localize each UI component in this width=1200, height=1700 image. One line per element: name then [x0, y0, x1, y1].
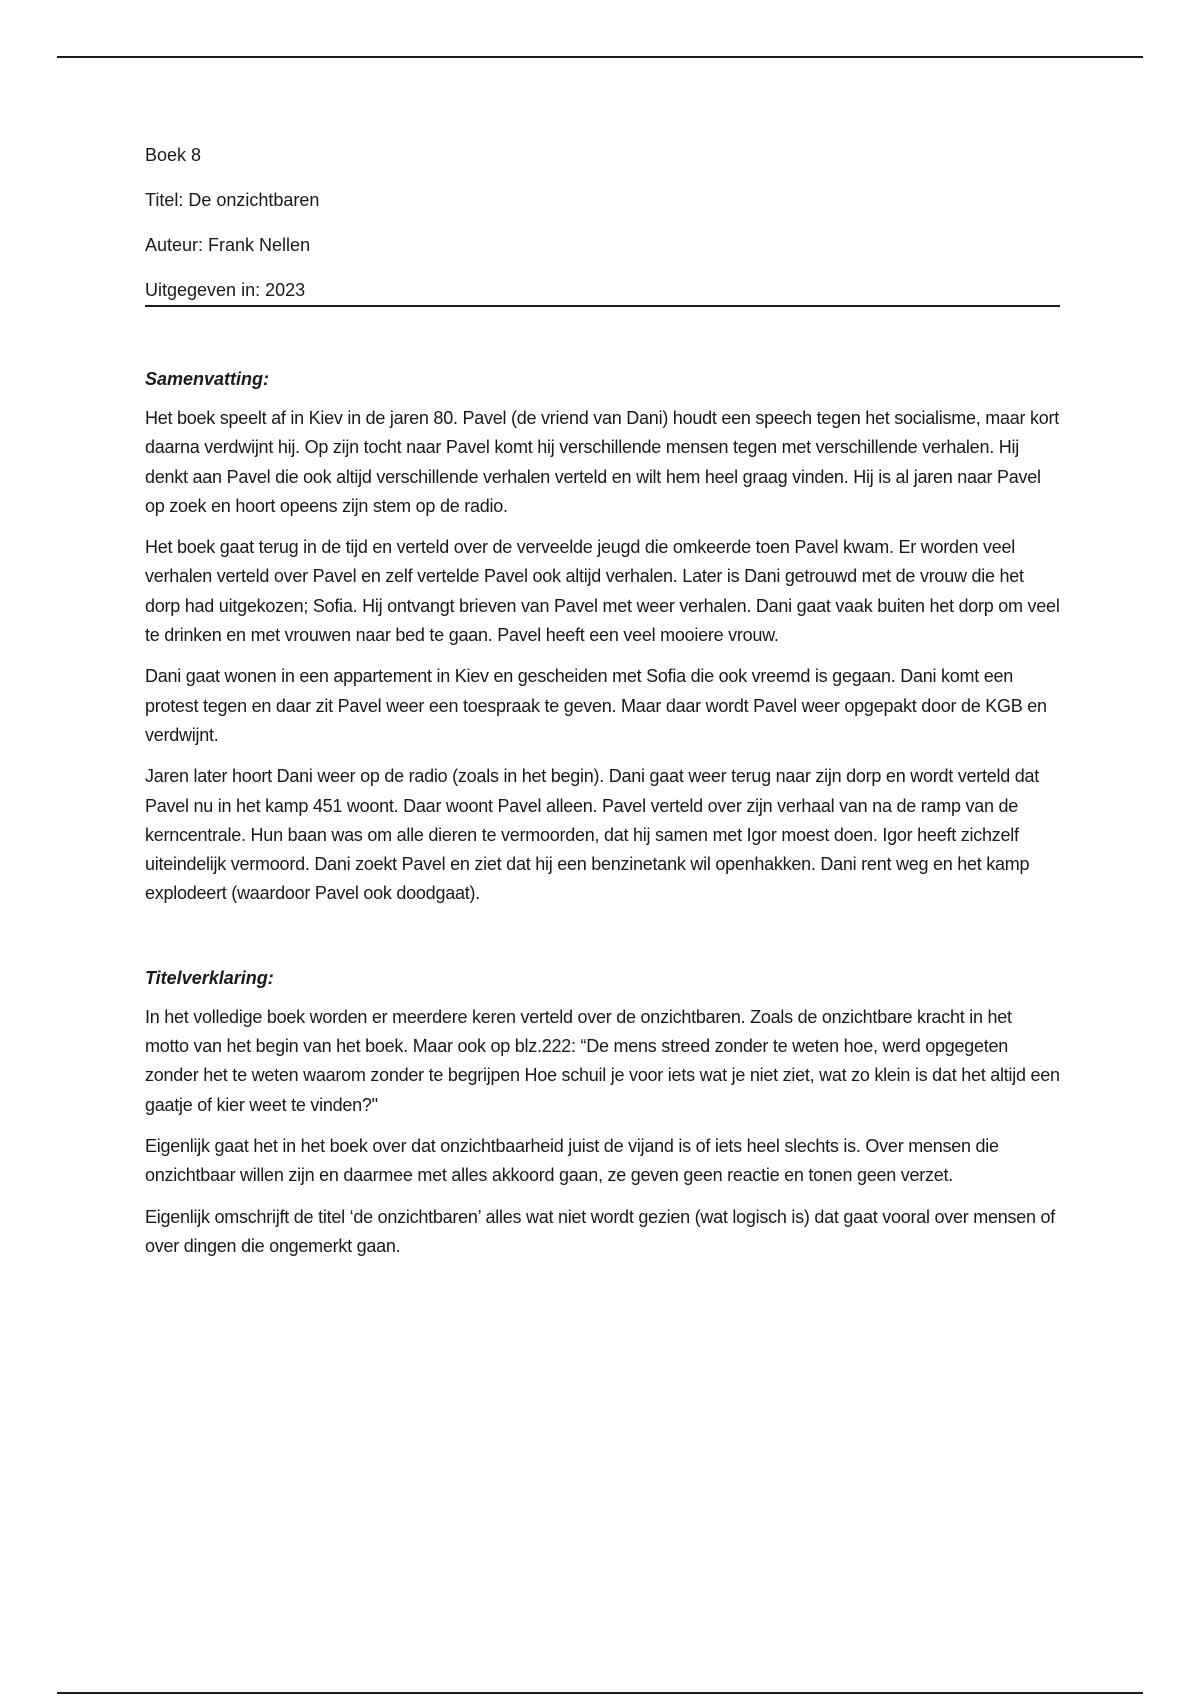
book-info	[145, 144, 1060, 307]
summary-paragraph: Dani gaat wonen in een appartement in Kiev en gescheiden met Sofia die ook vreemd is gegaan. Dani komt een protest tegen en daar zit Pavel weer een toespraak te geven. Maar daar wordt Pavel weer opgepakt door de KGB en verdwijnt.	[145, 666, 1047, 745]
book-number: Boek 8	[145, 145, 202, 165]
book-published: Uitgegeven in: 2023	[145, 280, 306, 300]
summary-paragraph: Jaren later hoort Dani weer op de radio (zoals in het begin). Dani gaat weer terug naar zijn dorp en wordt verteld dat Pavel nu in het kamp 451 woont. Daar woont Pavel alleen. Pavel verteld over zijn verhaal van na de ramp van de kerncentrale. Hun baan was om alle dieren te vermoorden, dat hij samen met Igor moest doen. Igor heeft zichzelf uiteindelijk vermoord. Dani zoekt Pavel en ziet dat hij een benzinetank wil openhakken. Dani rent weg en het kamp explodeert (waardoor Pavel ook doodgaat).	[145, 766, 1040, 904]
book-info-divider	[145, 305, 1060, 307]
title-explanation-paragraph: In het volledige boek worden er meerdere keren verteld over de onzichtbaren. Zoals de onzichtbare kracht in het motto van het begin van het boek. Maar ook op blz.222: “De mens streed zonder te weten hoe, werd opgegeten zonder het te weten waarom zonder te begrijpen Hoe schuil je voor iets wat je niet ziet, wat zo klein is dat het altijd een gaatje of kier weet te vinden?"	[145, 1006, 1060, 1115]
summary-paragraph: Het boek speelt af in Kiev in de jaren 80. Pavel (de vriend van Dani) houdt een speech tegen het socialisme, maar kort daarna verdwijnt hij. Op zijn tocht naar Pavel komt hij verschillende mensen tegen met verschillende verhalen. Hij denkt aan Pavel die ook altijd verschillende verhalen verteld en wilt hem heel graag vinden. Hij is al jaren naar Pavel op zoek en hoort opeens zijn stem op de radio.	[145, 408, 1060, 516]
book-author: Auteur: Frank Nellen	[145, 235, 311, 255]
title-explanation-heading: Titelverklaring:	[145, 967, 274, 988]
page-bottom-rule	[57, 1692, 1143, 1694]
document-body	[145, 144, 1060, 1273]
title-explanation-section	[145, 967, 1060, 1261]
book-title: Titel: De onzichtbaren	[145, 190, 320, 210]
summary-paragraph: Het boek gaat terug in de tijd en verteld over de verveelde jeugd die omkeerde toen Pavel kwam. Er worden veel verhalen verteld over Pavel en zelf vertelde Pavel ook altijd verhalen. Later is Dani getrouwd met de vrouw die het dorp had uitgekozen; Sofia. Hij ontvangt brieven van Pavel met weer verhalen. Dani gaat vaak buiten het dorp om veel te drinken en met vrouwen naar bed te gaan. Pavel heeft een veel mooiere vrouw.	[145, 537, 1060, 646]
summary-section	[145, 368, 1060, 909]
page-top-rule	[57, 56, 1143, 58]
title-explanation-paragraph: Eigenlijk gaat het in het boek over dat onzichtbaarheid juist de vijand is of iets heel slechts is. Over mensen die onzichtbaar willen zijn en daarmee met alles akkoord gaan, ze geven geen reactie en tonen geen verzet.	[145, 1135, 999, 1186]
summary-heading: Samenvatting:	[145, 369, 270, 389]
title-explanation-paragraph: Eigenlijk omschrijft de titel ‘de onzichtbaren’ alles wat niet wordt gezien (wat logisch is) dat gaat vooral over mensen of over dingen die ongemerkt gaan.	[145, 1206, 1056, 1256]
